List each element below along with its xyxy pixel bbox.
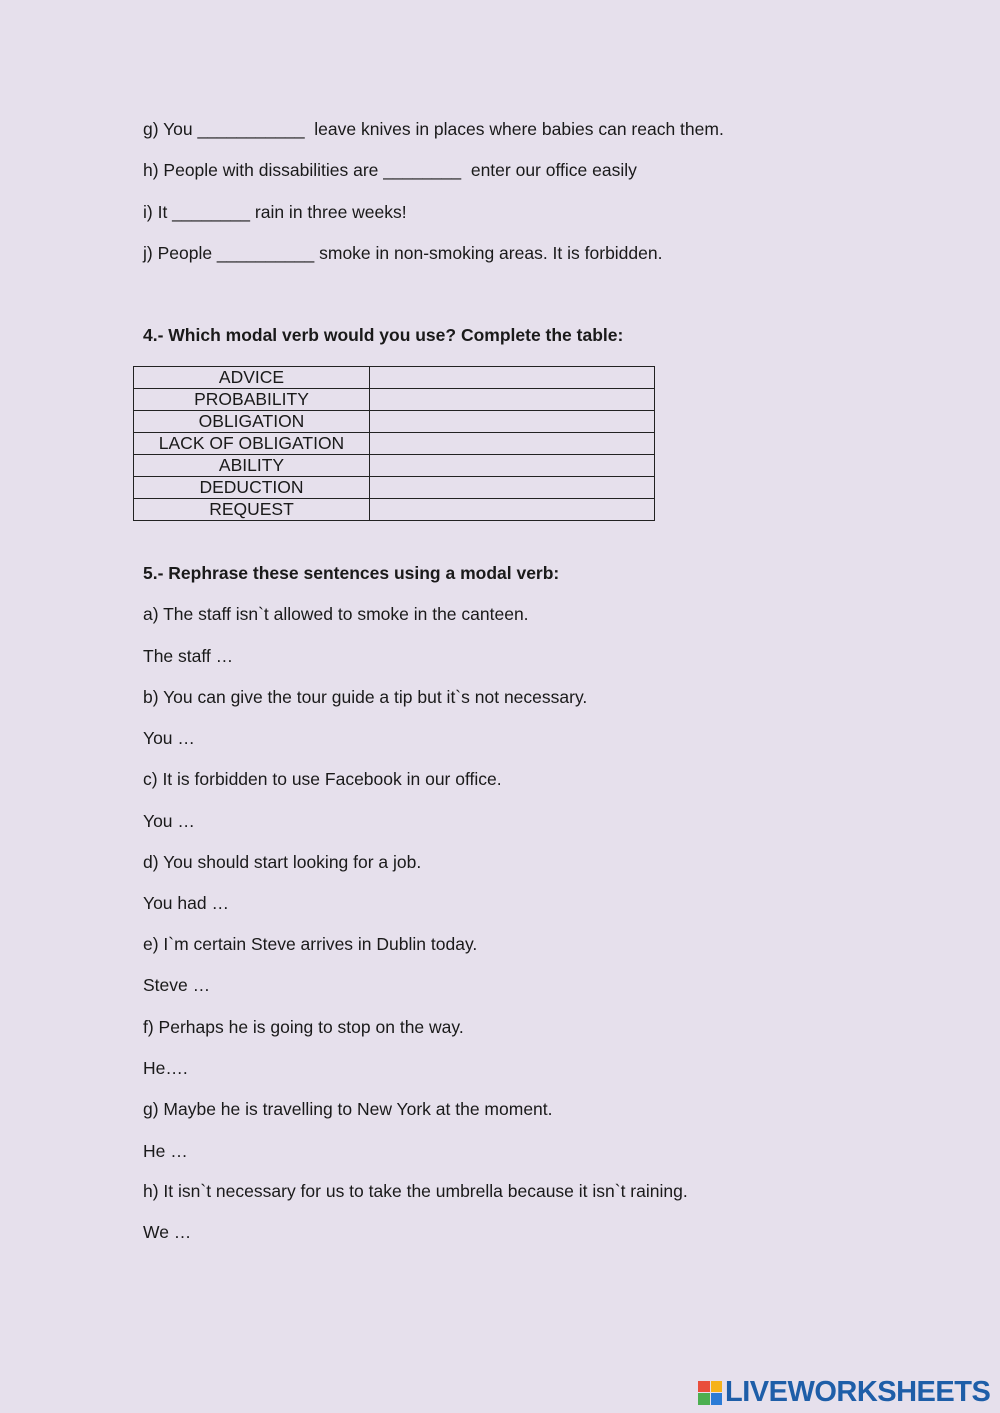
modal-verb-table bbox=[133, 366, 655, 521]
table-row bbox=[134, 411, 655, 433]
table-answer-cell[interactable] bbox=[370, 411, 655, 433]
table-answer-cell[interactable] bbox=[370, 367, 655, 389]
exercise-sentence-c: c) It is forbidden to use Facebook in our office. bbox=[143, 769, 502, 789]
table-answer-cell[interactable] bbox=[370, 499, 655, 521]
table-answer-cell[interactable] bbox=[370, 389, 655, 411]
table-label-advice: ADVICE bbox=[134, 367, 370, 389]
exercise-sentence-a: a) The staff isn`t allowed to smoke in the canteen. bbox=[143, 604, 529, 624]
table-row bbox=[134, 389, 655, 411]
logo-square bbox=[698, 1381, 710, 1393]
brand-name: LIVEWORKSHEETS bbox=[725, 1376, 991, 1408]
table-row bbox=[134, 433, 655, 455]
logo-square bbox=[711, 1381, 723, 1393]
answer-start-e: Steve … bbox=[143, 975, 211, 995]
answer-start-a: The staff … bbox=[143, 646, 234, 666]
exercise-item-i: i) It ________ rain in three weeks! bbox=[143, 202, 407, 222]
answer-start-b: You … bbox=[143, 728, 195, 748]
exercise-sentence-e: e) I`m certain Steve arrives in Dublin today. bbox=[143, 934, 478, 954]
table-label-lack-of-obligation: LACK OF OBLIGATION bbox=[134, 433, 370, 455]
answer-start-g: He … bbox=[143, 1141, 188, 1161]
section-5-heading: 5.- Rephrase these sentences using a modal verb: bbox=[143, 563, 560, 583]
exercise-item-g: g) You ___________ leave knives in places where babies can reach them. bbox=[143, 119, 724, 139]
exercise-sentence-g: g) Maybe he is travelling to New York at the moment. bbox=[143, 1099, 553, 1119]
table-label-request: REQUEST bbox=[134, 499, 370, 521]
table-row bbox=[134, 455, 655, 477]
table-label-obligation: OBLIGATION bbox=[134, 411, 370, 433]
exercise-sentence-f: f) Perhaps he is going to stop on the way. bbox=[143, 1017, 464, 1037]
liveworksheets-logo-icon bbox=[698, 1381, 722, 1405]
exercise-item-j: j) People __________ smoke in non-smoking areas. It is forbidden. bbox=[143, 243, 663, 263]
section-4-heading: 4.- Which modal verb would you use? Complete the table: bbox=[143, 325, 624, 345]
exercise-sentence-d: d) You should start looking for a job. bbox=[143, 852, 422, 872]
answer-start-c: You … bbox=[143, 811, 195, 831]
table-label-probability: PROBABILITY bbox=[134, 389, 370, 411]
exercise-sentence-h: h) It isn`t necessary for us to take the umbrella because it isn`t raining. bbox=[143, 1181, 688, 1201]
table-label-deduction: DEDUCTION bbox=[134, 477, 370, 499]
table-row bbox=[134, 477, 655, 499]
table-answer-cell[interactable] bbox=[370, 477, 655, 499]
exercise-item-h: h) People with dissabilities are ________ enter our office easily bbox=[143, 160, 637, 180]
table-row bbox=[134, 367, 655, 389]
logo-square bbox=[711, 1393, 723, 1405]
exercise-sentence-b: b) You can give the tour guide a tip but it`s not necessary. bbox=[143, 687, 588, 707]
table-answer-cell[interactable] bbox=[370, 455, 655, 477]
answer-start-h: We … bbox=[143, 1222, 192, 1242]
table-label-ability: ABILITY bbox=[134, 455, 370, 477]
table-answer-cell[interactable] bbox=[370, 433, 655, 455]
logo-square bbox=[698, 1393, 710, 1405]
table-row bbox=[134, 499, 655, 521]
answer-start-f: He…. bbox=[143, 1058, 188, 1078]
liveworksheets-watermark bbox=[698, 1376, 990, 1409]
answer-start-d: You had … bbox=[143, 893, 229, 913]
